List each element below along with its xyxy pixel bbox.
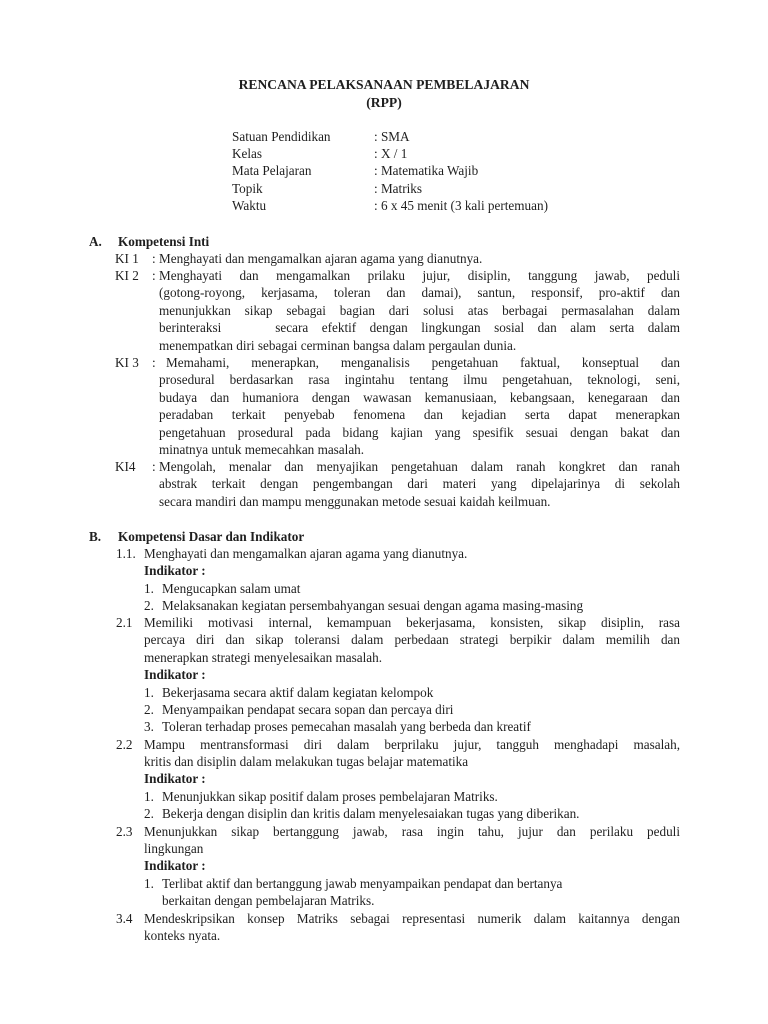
indicator-text: Menyampaikan pendapat secara sopan dan percaya diri	[162, 702, 454, 717]
kd-text	[144, 823, 680, 858]
text-line: menunjukkan sikap sebagai bagian dari solusi atas berbagai permasalahan dalam	[159, 302, 680, 318]
text-line: konteks nyata.	[144, 928, 221, 944]
indicator-text: Mengucapkan salam umat	[162, 581, 301, 596]
indikator-heading: Indikator :	[144, 563, 206, 578]
indicator-text: Bekerjasama secara aktif dalam kegiatan kelompok	[162, 685, 434, 700]
text-line: pengetahuan prosedural pada bidang kajian yang spesifik sesuai dengan bakat dan	[159, 424, 680, 440]
section-marker: B.	[89, 529, 102, 544]
identity-value: : Matematika Wajib	[374, 163, 479, 178]
text-line: lingkungan	[144, 841, 204, 857]
identity-label: Mata Pelajaran	[232, 163, 312, 178]
text-line: Menghayati dan mengamalkan ajaran agama yang dianutnya.	[144, 546, 468, 561]
ki-label: KI 2	[115, 268, 139, 283]
kd-number: 3.4	[116, 911, 133, 926]
indicator-text	[162, 875, 680, 910]
text-line: menempatkan diri sebagai cerminan bangsa dalam pergaulan dunia.	[159, 337, 517, 353]
indicator-number: 1.	[144, 685, 154, 700]
indikator-heading: Indikator :	[144, 667, 206, 682]
identity-value: : 6 x 45 menit (3 kali pertemuan)	[374, 198, 548, 213]
text-line: Menghayati dan mengamalkan prilaku jujur, disiplin, tanggung jawab, peduli	[159, 268, 680, 283]
text-line: budaya dan humaniora dengan wawasan kemanusiaan, kebangsaan, kenegaraan dan	[159, 389, 680, 405]
text-line: secara mandiri dan mampu menggunakan metode sesuai kaidah keilmuan.	[159, 493, 551, 509]
ki-label: KI 3	[115, 355, 139, 370]
text-line: Terlibat aktif dan bertanggung jawab menyampaikan pendapat dan bertanya	[162, 876, 563, 891]
kd-text	[144, 545, 680, 562]
text-line: peradaban terkait penyebab fenomena dan kejadian serta dapat menerapkan	[159, 407, 680, 423]
indicator-number: 1.	[144, 876, 154, 891]
kd-number: 2.2	[116, 737, 133, 752]
text-line: Menunjukkan sikap bertanggung jawab, rasa ingin tahu, jujur dan perilaku peduli	[144, 824, 680, 839]
identity-label: Waktu	[232, 198, 267, 213]
text-line: prosedural berdasarkan rasa ingintahu tentang ilmu pengetahuan, teknologi, seni,	[159, 372, 680, 388]
text-line: (gotong-royong, kerjasama, toleran dan damai), santun, responsif, pro-aktif dan	[159, 285, 680, 301]
identity-label: Satuan Pendidikan	[232, 129, 331, 144]
ki-label: KI 1	[115, 251, 139, 266]
identity-value: : Matriks	[374, 181, 422, 196]
ki-colon: :	[152, 268, 156, 283]
indicator-number: 2.	[144, 702, 154, 717]
text-line: kritis dan disiplin dalam melakukan tugas belajar matematika	[144, 754, 469, 770]
indicator-number: 2.	[144, 806, 154, 821]
text-line: Memahami, menerapkan, menganalisis pengetahuan faktual, konseptual dan	[166, 355, 680, 370]
ki-text	[159, 250, 680, 267]
text-line: abstrak terkait dengan pengembangan dari materi yang dipelajarinya di sekolah	[159, 476, 680, 492]
indicator-number: 3.	[144, 719, 154, 734]
identity-value: : X / 1	[374, 146, 408, 161]
indicator-number: 2.	[144, 598, 154, 613]
kd-text	[144, 910, 680, 945]
indicator-text: Bekerja dengan disiplin dan kritis dalam menyelesaiakan tugas yang diberikan.	[162, 806, 580, 821]
text-line: berkaitan dengan pembelajaran Matriks.	[162, 893, 375, 909]
indikator-heading: Indikator :	[144, 771, 206, 786]
kd-text	[144, 614, 680, 666]
text-line: berinteraksi secara efektif dengan lingkungan sosial dan alam serta dalam	[159, 320, 680, 336]
kd-number: 2.3	[116, 824, 133, 839]
document-subtitle: (RPP)	[366, 95, 402, 110]
indicator-text: Toleran terhadap proses pemecahan masalah yang berbeda dan kreatif	[162, 719, 531, 734]
identity-value: : SMA	[374, 129, 410, 144]
section-heading: Kompetensi Inti	[118, 234, 210, 249]
indicator-number: 1.	[144, 581, 154, 596]
text-line: Mengolah, menalar dan menyajikan pengetahuan dalam ranah kongkret dan ranah	[159, 459, 680, 474]
ki-label: KI4	[115, 459, 136, 474]
ki-colon: :	[152, 251, 156, 266]
indicator-number: 1.	[144, 789, 154, 804]
text-line: percaya diri dan sikap toleransi dalam perbedaan strategi berpikir dalam memilih dan	[144, 632, 680, 648]
section-heading: Kompetensi Dasar dan Indikator	[118, 529, 305, 544]
text-line: minatnya untuk memecahkan masalah.	[159, 442, 365, 458]
text-line: menerapkan strategi menyelesaikan masalah.	[144, 649, 383, 665]
text-line: Mampu mentransformasi diri dalam berprilaku jujur, tangguh menghadapi masalah,	[144, 737, 680, 752]
kd-number: 1.1.	[116, 546, 136, 561]
ki-colon: :	[152, 459, 156, 474]
ki-colon: :	[152, 355, 156, 370]
identity-label: Topik	[232, 181, 263, 196]
ki-text	[159, 458, 680, 510]
indicator-text: Melaksanakan kegiatan persembahyangan sesuai dengan agama masing-masing	[162, 598, 584, 613]
text-line: Mendeskripsikan konsep Matriks sebagai representasi numerik dalam kaitannya dengan	[144, 911, 680, 926]
text-line: Memiliki motivasi internal, kemampuan bekerjasama, konsisten, sikap disiplin, rasa	[144, 615, 680, 630]
indikator-heading: Indikator :	[144, 858, 206, 873]
ki-text	[159, 354, 680, 458]
ki-text	[159, 267, 680, 354]
identity-label: Kelas	[232, 146, 263, 161]
document-title: RENCANA PELAKSANAAN PEMBELAJARAN	[238, 77, 530, 92]
kd-number: 2.1	[116, 615, 133, 630]
section-marker: A.	[89, 234, 102, 249]
indicator-text: Menunjukkan sikap positif dalam proses pembelajaran Matriks.	[162, 789, 498, 804]
text-line: Menghayati dan mengamalkan ajaran agama yang dianutnya.	[159, 251, 483, 266]
kd-text	[144, 736, 680, 771]
